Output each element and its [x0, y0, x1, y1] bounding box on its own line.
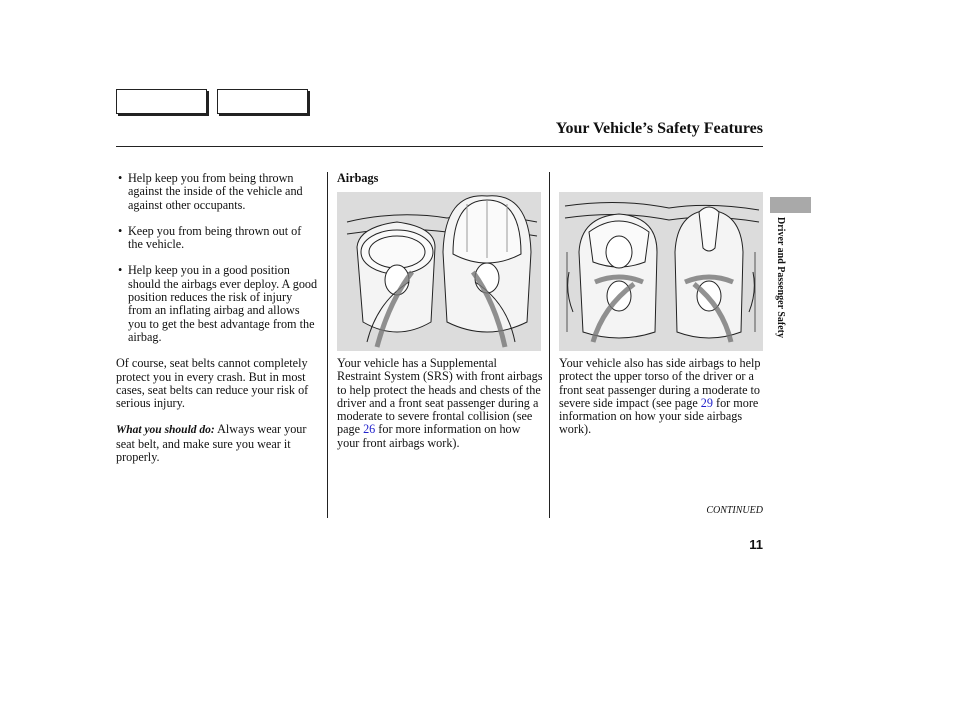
header-rule	[116, 146, 763, 147]
lead-text: Always wear your seat belt, and make sure you wear it properly.	[116, 422, 307, 465]
paragraph	[337, 357, 543, 450]
front-airbag-drawing	[337, 192, 541, 351]
continued-label: CONTINUED	[706, 505, 763, 516]
column-divider	[327, 172, 328, 518]
section-tab	[770, 197, 811, 213]
page-title: Your Vehicle’s Safety Features	[555, 120, 763, 137]
airbags-paragraph	[337, 357, 543, 450]
bullet-item: • Keep you from being thrown out of the vehicle.	[116, 225, 318, 252]
nav-button-2[interactable]	[217, 89, 308, 114]
paragraph: Of course, seat belts cannot completely protect you in every crash. But in most cases, seat belts can reduce your risk of serious injury.	[116, 356, 309, 411]
paragraph-text: for more information on how your side airbags work).	[559, 395, 759, 437]
section-heading: Airbags	[337, 171, 379, 185]
bullet-list	[116, 172, 318, 344]
bullet-item: • Help keep you in a good position should the airbags ever deploy. A good position reduces the risk of injury from an inflating airbag and allows you to get the best advantage from the airbag.	[116, 264, 318, 344]
lead-in: What you should do:	[116, 424, 215, 437]
page-link-26[interactable]: 26	[363, 422, 376, 437]
column-divider	[549, 172, 550, 518]
section-tab-label: Driver and Passenger Safety	[775, 217, 786, 339]
side-airbags-paragraph	[559, 357, 765, 437]
paragraph	[559, 357, 765, 437]
paragraph-text: Your vehicle also has side airbags to help protect the upper torso of the driver or a front seat passenger during a moderate to severe side impact (see page	[559, 356, 761, 410]
page-link-29[interactable]: 29	[700, 395, 713, 410]
side-airbag-illustration	[559, 192, 763, 351]
paragraph-text: for more information on how your front airbags work).	[337, 422, 521, 450]
column-airbags	[337, 172, 543, 192]
paragraph-what-to-do	[116, 423, 318, 464]
side-airbag-drawing	[559, 192, 763, 351]
column-seat-belts	[116, 172, 318, 464]
nav-button-1[interactable]	[116, 89, 207, 114]
page-number: 11	[749, 537, 763, 552]
bullet-item: • Help keep you from being thrown against the inside of the vehicle and against other occupants.	[116, 172, 318, 212]
paragraph-text: Your vehicle has a Supplemental Restraint System (SRS) with front airbags to help protect the heads and chests of the driver and a front seat passenger during a moderate to severe frontal collision (see page	[337, 356, 543, 437]
front-airbag-illustration	[337, 192, 541, 351]
